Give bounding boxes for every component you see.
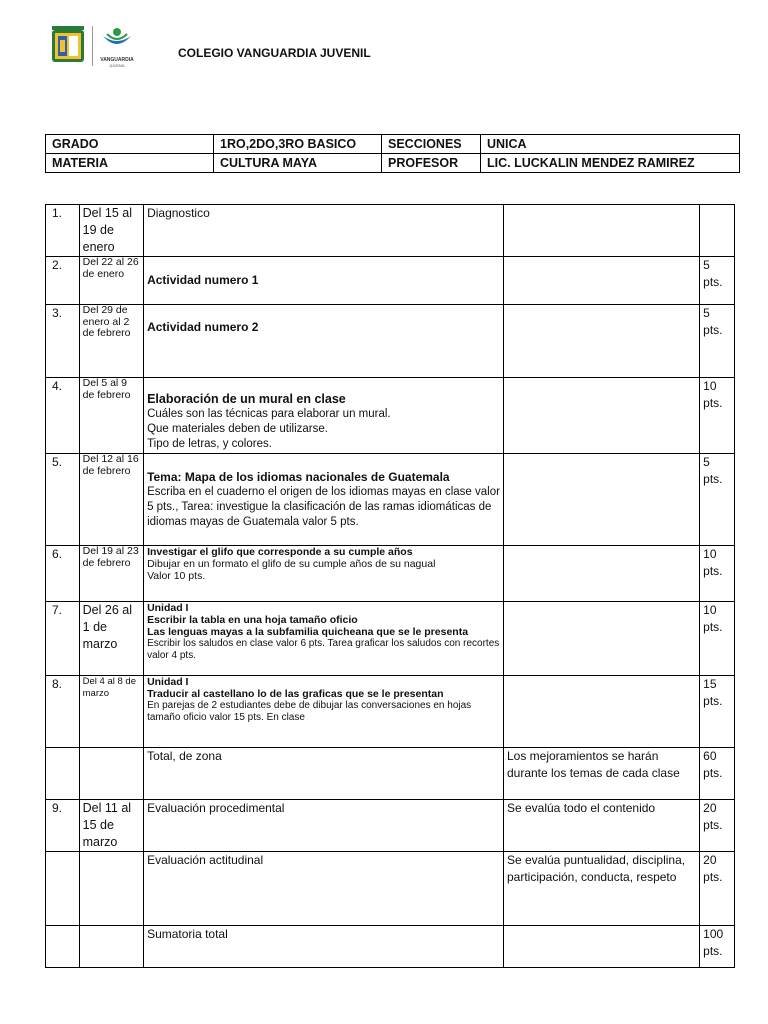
row-note: Los mejoramientos se harán durante los temas de cada clase xyxy=(503,748,699,800)
row-points: 100 pts. xyxy=(700,926,735,968)
row-date: Del 22 al 26 de enero xyxy=(79,257,143,305)
row-date: Del 11 al 15 de marzo xyxy=(79,800,143,852)
row-points: 5 pts. xyxy=(700,454,735,546)
row-number: 4. xyxy=(46,378,80,454)
activity-line: Valor 10 pts. xyxy=(147,570,206,582)
table-row xyxy=(46,602,735,676)
row-activity: Evaluación actitudinal xyxy=(144,852,504,926)
activity-title: Unidad I xyxy=(147,676,189,688)
activity-line: Tipo de letras, y colores. xyxy=(147,438,272,450)
zone-total-row xyxy=(46,748,735,800)
row-note: Se evalúa todo el contenido xyxy=(503,800,699,852)
secciones-value: UNICA xyxy=(481,135,740,154)
table-row xyxy=(46,546,735,602)
row-points: 60 pts. xyxy=(700,748,735,800)
vanguardia-emblem-icon xyxy=(93,26,141,52)
table-row xyxy=(46,205,735,257)
row-points: 20 pts. xyxy=(700,852,735,926)
grado-value: 1RO,2DO,3RO BASICO xyxy=(214,135,382,154)
row-note xyxy=(503,378,699,454)
row-date: Del 19 al 23 de febrero xyxy=(79,546,143,602)
row-number: 2. xyxy=(46,257,80,305)
logo-subtext: JUVENIL xyxy=(108,63,126,68)
row-points: 10 pts. xyxy=(700,602,735,676)
row-number: 5. xyxy=(46,454,80,546)
row-activity: Evaluación procedimental xyxy=(144,800,504,852)
row-note xyxy=(503,305,699,378)
activity-line: Escribir la tabla en una hoja tamaño oficio xyxy=(147,614,358,626)
vanguardia-juvenil-logo xyxy=(92,26,141,66)
logo-text: VANGUARDIA xyxy=(100,57,134,63)
table-row xyxy=(46,454,735,546)
schedule-table xyxy=(45,204,735,968)
activity-line: Cuáles son las técnicas para elaborar un mural. xyxy=(147,408,391,420)
activity-title: Unidad I xyxy=(147,602,189,614)
row-date: Del 15 al 19 de enero xyxy=(79,205,143,257)
row-activity: Actividad numero 1 xyxy=(144,257,504,305)
row-points xyxy=(700,205,735,257)
row-activity xyxy=(144,602,504,676)
info-row xyxy=(46,135,740,154)
secciones-label: SECCIONES xyxy=(382,135,481,154)
row-activity: Actividad numero 2 xyxy=(144,305,504,378)
activity-line: Dibujar en un formato el glifo de su cumple años de su nagual xyxy=(147,558,436,570)
activity-line: Las lenguas mayas a la subfamilia quicheana que se le presenta xyxy=(147,626,469,638)
row-note xyxy=(503,602,699,676)
row-activity: Diagnostico xyxy=(144,205,504,257)
info-row xyxy=(46,154,740,173)
profesor-value: LIC. LUCKALIN MENDEZ RAMIREZ xyxy=(481,154,740,173)
row-number: 6. xyxy=(46,546,80,602)
row-note xyxy=(503,257,699,305)
row-note xyxy=(503,205,699,257)
row-activity xyxy=(144,454,504,546)
profesor-label: PROFESOR xyxy=(382,154,481,173)
row-note xyxy=(503,454,699,546)
row-activity: Total, de zona xyxy=(144,748,504,800)
row-points: 5 pts. xyxy=(700,305,735,378)
school-name: COLEGIO VANGUARDIA JUVENIL xyxy=(178,46,371,60)
grand-total-row xyxy=(46,926,735,968)
table-row xyxy=(46,800,735,852)
row-number: 8. xyxy=(46,676,80,748)
activity-body: Escribir los saludos en clase valor 6 pts. Tarea graficar los saludos con recortes valor 4 pts. xyxy=(147,638,500,661)
activity-line: Traducir al castellano lo de las graficas que se le presentan xyxy=(147,688,444,700)
row-date: Del 4 al 8 de marzo xyxy=(79,676,143,748)
row-points: 5 pts. xyxy=(700,257,735,305)
row-date: Del 29 de enero al 2 de febrero xyxy=(79,305,143,378)
row-activity xyxy=(144,676,504,748)
row-points: 10 pts. xyxy=(700,378,735,454)
row-date: Del 12 al 16 de febrero xyxy=(79,454,143,546)
table-row xyxy=(46,378,735,454)
row-points: 10 pts. xyxy=(700,546,735,602)
row-date: Del 5 al 9 de febrero xyxy=(79,378,143,454)
table-row xyxy=(46,305,735,378)
row-note: Se evalúa puntualidad, disciplina, participación, conducta, respeto xyxy=(503,852,699,926)
materia-label: MATERIA xyxy=(46,154,214,173)
row-number: 7. xyxy=(46,602,80,676)
activity-line: Que materiales deben de utilizarse. xyxy=(147,423,328,435)
materia-value: CULTURA MAYA xyxy=(214,154,382,173)
activity-title: Elaboración de un mural en clase xyxy=(147,392,346,406)
row-note xyxy=(503,676,699,748)
course-info-table xyxy=(45,134,740,173)
grado-label: GRADO xyxy=(46,135,214,154)
row-points: 15 pts. xyxy=(700,676,735,748)
activity-body: En parejas de 2 estudiantes debe de dibujar las conversaciones en hojas tamaño oficio valor 15 pts. En clase xyxy=(147,700,472,723)
row-number: 1. xyxy=(46,205,80,257)
row-activity: Sumatoria total xyxy=(144,926,504,968)
table-row xyxy=(46,676,735,748)
row-note xyxy=(503,546,699,602)
row-number: 9. xyxy=(46,800,80,852)
row-number: 3. xyxy=(46,305,80,378)
table-row xyxy=(46,257,735,305)
row-points: 20 pts. xyxy=(700,800,735,852)
row-date: Del 26 al 1 de marzo xyxy=(79,602,143,676)
document-header xyxy=(50,24,450,68)
activity-body: Escriba en el cuaderno el origen de los idiomas mayas en clase valor 5 pts., Tarea: investigue la clasificación de las ramas idiomáticas de idiomas mayas de Guatemala valor 5 pts. xyxy=(147,486,500,528)
row-activity xyxy=(144,546,504,602)
activity-title: Tema: Mapa de los idiomas nacionales de Guatemala xyxy=(147,470,450,484)
row-activity xyxy=(144,378,504,454)
activity-title: Investigar el glifo que corresponde a su cumple años xyxy=(147,546,413,558)
school-shield-logo xyxy=(50,26,86,66)
table-row xyxy=(46,852,735,926)
